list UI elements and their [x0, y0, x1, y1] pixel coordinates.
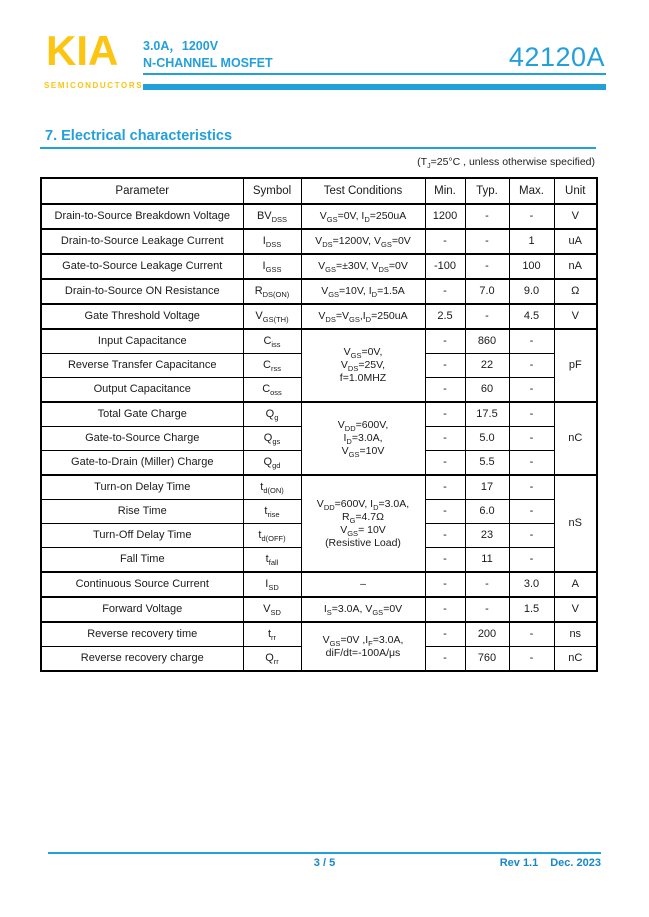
cell-test-conditions: – [301, 572, 425, 597]
cell-parameter: Total Gate Charge [41, 402, 243, 427]
cell-min: - [425, 329, 465, 354]
cell-parameter: Drain-to-Source ON Resistance [41, 279, 243, 304]
column-header: Typ. [465, 178, 509, 204]
cell-symbol: $t_{d(ON)}$ [243, 475, 301, 500]
cell-typ: 60 [465, 378, 509, 403]
cell-symbol: $Q_{rr}$ [243, 647, 301, 672]
cell-test-conditions: $V_{DS}=1200V$, $V_{GS}=0V$ [301, 229, 425, 254]
cell-max: - [509, 378, 554, 403]
cell-min: - [425, 378, 465, 403]
cell-symbol: $V_{GS(TH)}$ [243, 304, 301, 329]
part-number: 42120A [508, 42, 605, 72]
cell-min: - [425, 402, 465, 427]
cell-typ: - [465, 597, 509, 622]
logo-subtitle: SEMICONDUCTORS [44, 81, 144, 90]
table-row [41, 622, 597, 647]
cell-min: 2.5 [425, 304, 465, 329]
cell-parameter: Turn-on Delay Time [41, 475, 243, 500]
cell-max: - [509, 354, 554, 378]
cell-parameter: Turn-Off Delay Time [41, 524, 243, 548]
cell-min: - [425, 279, 465, 304]
cell-symbol: $Q_g$ [243, 402, 301, 427]
section-underline [40, 147, 596, 149]
table-row [41, 254, 597, 279]
table-row [41, 279, 597, 304]
cell-max: 1.5 [509, 597, 554, 622]
cell-symbol: $t_{rr}$ [243, 622, 301, 647]
cell-typ: 22 [465, 354, 509, 378]
cell-unit: A [554, 572, 597, 597]
cell-typ: - [465, 572, 509, 597]
cell-max: - [509, 622, 554, 647]
table-row [41, 402, 597, 427]
cell-test-conditions: $V_{GS}=\pm 30V$, $V_{DS}=0V$ [301, 254, 425, 279]
column-header: Unit [554, 178, 597, 204]
cell-unit: nC [554, 647, 597, 672]
column-header: Max. [509, 178, 554, 204]
table-header-row [41, 178, 597, 204]
cell-max: - [509, 427, 554, 451]
cell-test-conditions: $V_{GS}=0V$ $,I_F=3.0A$, diF/dt=-100A/μs [301, 622, 425, 671]
cell-parameter: Gate-to-Source Charge [41, 427, 243, 451]
kia-logo: KIA [46, 27, 119, 74]
cell-unit: V [554, 204, 597, 229]
cell-typ: - [465, 204, 509, 229]
cell-unit: nA [554, 254, 597, 279]
revision-date: Dec. 2023 [550, 857, 601, 869]
cell-parameter: Gate-to-Source Leakage Current [41, 254, 243, 279]
cell-min: - [425, 548, 465, 573]
cell-parameter: Gate-to-Drain (Miller) Charge [41, 451, 243, 476]
cell-min: - [425, 597, 465, 622]
cell-parameter: Gate Threshold Voltage [41, 304, 243, 329]
cell-min: - [425, 475, 465, 500]
cell-parameter: Continuous Source Current [41, 572, 243, 597]
cell-min: 1200 [425, 204, 465, 229]
cell-typ: 23 [465, 524, 509, 548]
revision-info [500, 857, 601, 869]
cell-unit: nS [554, 475, 597, 572]
cell-symbol: $V_{SD}$ [243, 597, 301, 622]
cell-symbol: $R_{DS(ON)}$ [243, 279, 301, 304]
cell-test-conditions: $V_{GS}=0V$, $V_{DS}=25V$, f=1.0MHZ [301, 329, 425, 402]
cell-max: 9.0 [509, 279, 554, 304]
cell-unit: pF [554, 329, 597, 402]
footer-rule [48, 852, 601, 854]
table-row [41, 597, 597, 622]
table-row [41, 229, 597, 254]
revision-label: Rev 1.1 [499, 857, 539, 869]
cell-unit: uA [554, 229, 597, 254]
cell-max: - [509, 647, 554, 672]
column-header: Symbol [243, 178, 301, 204]
cell-parameter: Input Capacitance [41, 329, 243, 354]
cell-min: - [425, 354, 465, 378]
cell-min: - [425, 524, 465, 548]
cell-typ: 5.0 [465, 427, 509, 451]
table-row [41, 475, 597, 500]
cell-parameter: Drain-to-Source Leakage Current [41, 229, 243, 254]
cell-typ: 200 [465, 622, 509, 647]
column-header: Test Conditions [301, 178, 425, 204]
cell-parameter: Rise Time [41, 500, 243, 524]
cell-max: 1 [509, 229, 554, 254]
cell-max: 100 [509, 254, 554, 279]
cell-symbol: $C_{oss}$ [243, 378, 301, 403]
cell-min: - [425, 647, 465, 672]
column-header: Min. [425, 178, 465, 204]
cell-unit: V [554, 597, 597, 622]
cell-max: - [509, 524, 554, 548]
header-rule-thick [143, 84, 606, 90]
header-rule-thin [143, 73, 606, 75]
cell-max: - [509, 548, 554, 573]
cell-typ: 17.5 [465, 402, 509, 427]
cell-typ: 11 [465, 548, 509, 573]
cell-test-conditions: $V_{DD}=600V$, $I_D=3.0A$, $V_{GS}=10V$ [301, 402, 425, 475]
cell-typ: 6.0 [465, 500, 509, 524]
cell-max: - [509, 500, 554, 524]
table-body [41, 204, 597, 671]
cell-typ: 5.5 [465, 451, 509, 476]
cell-min: - [425, 229, 465, 254]
cell-max: - [509, 329, 554, 354]
cell-test-conditions: $I_S=3.0A$, $V_{GS}=0V$ [301, 597, 425, 622]
cell-parameter: Reverse Transfer Capacitance [41, 354, 243, 378]
table-row [41, 204, 597, 229]
cell-unit: Ω [554, 279, 597, 304]
column-header: Parameter [41, 178, 243, 204]
cell-max: 4.5 [509, 304, 554, 329]
cell-test-conditions: $V_{DS}=V_{GS},I_D=250uA$ [301, 304, 425, 329]
cell-test-conditions: $V_{DD}=600V$, $I_D=3.0A$, $R_G=4.7\Omega$ $V_{GS}= 10V$ (Resistive Load) [301, 475, 425, 572]
cell-symbol: $t_{d(OFF)}$ [243, 524, 301, 548]
cell-typ: - [465, 304, 509, 329]
cell-min: -100 [425, 254, 465, 279]
cell-min: - [425, 451, 465, 476]
section-title: 7. Electrical characteristics [45, 128, 233, 144]
cell-max: - [509, 402, 554, 427]
cell-test-conditions: $V_{GS}=10V$, $I_D=1.5A$ [301, 279, 425, 304]
table-head [41, 178, 597, 204]
cell-typ: 860 [465, 329, 509, 354]
cell-parameter: Forward Voltage [41, 597, 243, 622]
table-row [41, 329, 597, 354]
cell-symbol: $I_{GSS}$ [243, 254, 301, 279]
cell-unit: ns [554, 622, 597, 647]
cell-symbol: $Q_{gd}$ [243, 451, 301, 476]
cell-min: - [425, 500, 465, 524]
cell-test-conditions: $V_{GS}=0V$, $I_D=250uA$ [301, 204, 425, 229]
cell-typ: - [465, 229, 509, 254]
cell-symbol: $BV_{DSS}$ [243, 204, 301, 229]
cell-symbol: $t_{fall}$ [243, 548, 301, 573]
cell-parameter: Output Capacitance [41, 378, 243, 403]
cell-parameter: Drain-to-Source Breakdown Voltage [41, 204, 243, 229]
cell-max: - [509, 204, 554, 229]
cell-min: - [425, 427, 465, 451]
cell-typ: 7.0 [465, 279, 509, 304]
cell-max: - [509, 475, 554, 500]
table-row [41, 304, 597, 329]
cell-symbol: $I_{SD}$ [243, 572, 301, 597]
cell-max: - [509, 451, 554, 476]
cell-unit: nC [554, 402, 597, 475]
cell-unit: V [554, 304, 597, 329]
cell-symbol: $C_{iss}$ [243, 329, 301, 354]
cell-symbol: $C_{rss}$ [243, 354, 301, 378]
cell-symbol: $t_{rise}$ [243, 500, 301, 524]
test-condition-note: ($T_J=25^\circ C$ , unless otherwise specified) [417, 156, 595, 171]
cell-max: 3.0 [509, 572, 554, 597]
electrical-characteristics-table [40, 177, 598, 672]
cell-symbol: $Q_{gs}$ [243, 427, 301, 451]
cell-min: - [425, 572, 465, 597]
spec-line-channel-type: N-CHANNEL MOSFET [143, 56, 273, 70]
cell-parameter: Reverse recovery charge [41, 647, 243, 672]
page-indicator: 3 / 5 [313, 857, 336, 869]
cell-typ: 760 [465, 647, 509, 672]
cell-symbol: $I_{DSS}$ [243, 229, 301, 254]
cell-typ: 17 [465, 475, 509, 500]
cell-parameter: Reverse recovery time [41, 622, 243, 647]
cell-typ: - [465, 254, 509, 279]
cell-min: - [425, 622, 465, 647]
spec-line-current-voltage: 3.0A，1200V [143, 39, 219, 53]
table-row [41, 572, 597, 597]
cell-parameter: Fall Time [41, 548, 243, 573]
device-spec [143, 38, 273, 72]
